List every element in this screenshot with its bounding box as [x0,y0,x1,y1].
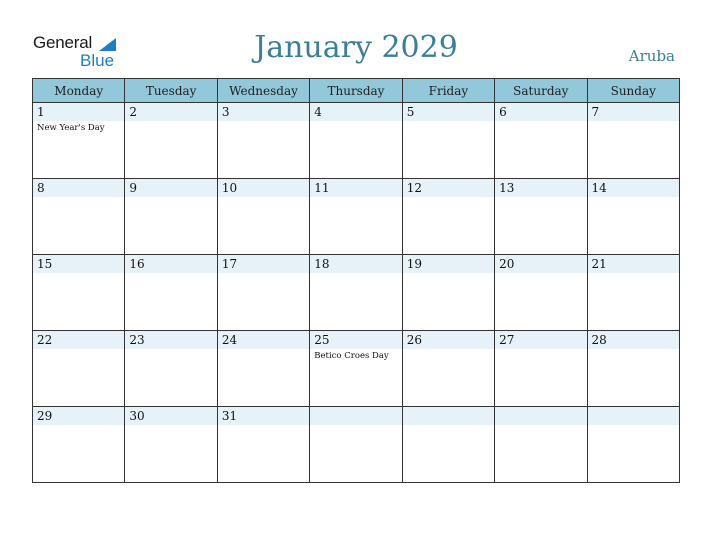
day-cell [587,103,679,179]
day-number: 2 [125,103,216,121]
logo-text-general: General [33,33,93,52]
day-cell [33,407,125,483]
holiday-label: Betico Croes Day [314,351,389,361]
day-number: 9 [125,179,216,197]
day-cell [217,255,309,331]
day-number: 16 [125,255,216,273]
day-number [495,407,586,425]
day-number: 10 [218,179,309,197]
page-title: January 2029 [254,30,458,65]
weekday-header: Sunday [587,79,679,103]
weekday-header-row [33,79,680,103]
day-number: 5 [403,103,494,121]
day-number: 23 [125,331,216,349]
week-row [33,103,680,179]
day-cell [33,103,125,179]
day-number: 20 [495,255,586,273]
day-cell [125,255,217,331]
day-number: 24 [218,331,309,349]
weekday-header: Monday [33,79,125,103]
day-number: 7 [588,103,679,121]
day-cell [125,331,217,407]
day-cell [495,255,587,331]
day-cell [217,407,309,483]
day-number: 19 [403,255,494,273]
day-number: 22 [33,331,124,349]
day-cell [402,179,494,255]
day-cell [402,407,494,483]
day-cell [402,255,494,331]
day-cell [587,331,679,407]
day-number [588,407,679,425]
week-row [33,255,680,331]
day-cell [310,255,402,331]
day-number: 11 [310,179,401,197]
day-cell [402,103,494,179]
day-cell [125,103,217,179]
day-number: 1 [33,103,124,121]
week-row [33,407,680,483]
day-number: 26 [403,331,494,349]
week-row [33,331,680,407]
country-label: Aruba [628,47,675,65]
day-cell [495,331,587,407]
day-cell [125,407,217,483]
weekday-header: Thursday [310,79,402,103]
day-cell [217,331,309,407]
day-number [403,407,494,425]
day-number: 28 [588,331,679,349]
day-cell [33,331,125,407]
day-number: 13 [495,179,586,197]
day-number: 3 [218,103,309,121]
day-number: 15 [33,255,124,273]
day-number: 12 [403,179,494,197]
day-cell [310,407,402,483]
calendar-grid [32,78,680,483]
day-cell [33,255,125,331]
day-cell [217,179,309,255]
weekday-header: Friday [402,79,494,103]
day-cell [125,179,217,255]
day-cell [587,255,679,331]
weekday-header: Wednesday [217,79,309,103]
day-number: 25 [310,331,401,349]
day-number [310,407,401,425]
day-cell [310,331,402,407]
weekday-header: Tuesday [125,79,217,103]
day-number: 6 [495,103,586,121]
day-number: 29 [33,407,124,425]
weekday-header: Saturday [495,79,587,103]
day-number: 17 [218,255,309,273]
day-number: 27 [495,331,586,349]
day-cell [310,103,402,179]
day-cell [402,331,494,407]
day-number: 14 [588,179,679,197]
day-number: 30 [125,407,216,425]
day-cell [495,179,587,255]
day-number: 18 [310,255,401,273]
day-cell [587,179,679,255]
day-cell [217,103,309,179]
day-cell [310,179,402,255]
holiday-label: New Year's Day [37,123,105,133]
day-number: 21 [588,255,679,273]
week-row [33,179,680,255]
day-number: 8 [33,179,124,197]
day-number: 31 [218,407,309,425]
day-cell [587,407,679,483]
day-cell [495,103,587,179]
day-cell [33,179,125,255]
logo-text-blue: Blue [80,51,115,70]
day-cell [495,407,587,483]
day-number: 4 [310,103,401,121]
